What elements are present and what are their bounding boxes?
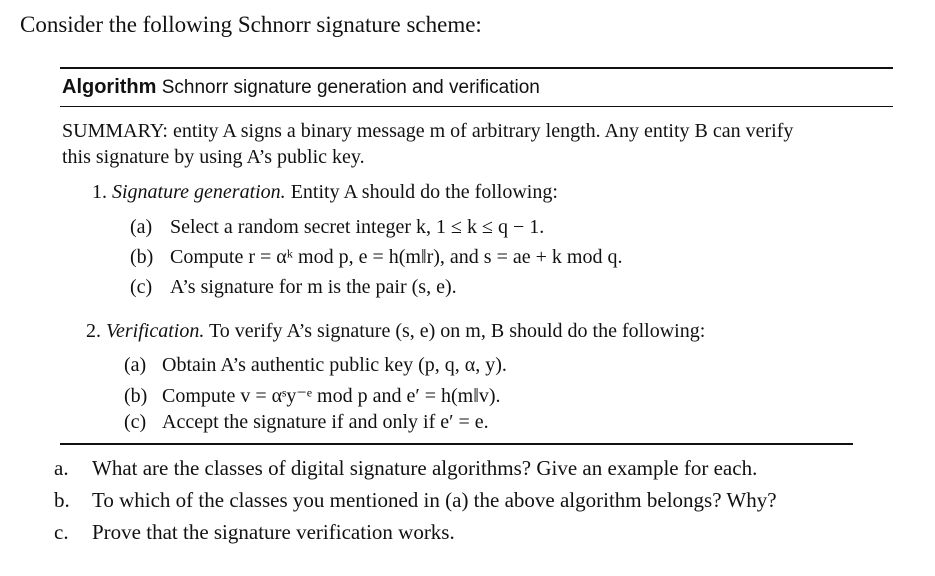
question-label: b.	[54, 488, 70, 512]
step-2-substep-c	[124, 411, 489, 434]
substep-text: Select a random secret integer k, 1 ≤ k ≤ q − 1.	[170, 216, 545, 238]
substep-text: Compute r = αᵏ mod p, e = h(m‖r), and s = ae + k mod q.	[170, 246, 623, 268]
substep-text: Compute v = αˢy⁻ᵉ mod p and e′ = h(m‖v).	[162, 385, 501, 407]
question-b	[54, 488, 777, 513]
algorithm-header	[62, 76, 540, 99]
step-1-substep-c	[130, 276, 457, 299]
question-text: What are the classes of digital signature algorithms? Give an example for each.	[92, 456, 758, 480]
question-c	[54, 520, 455, 545]
step-1-text: Entity A should do the following:	[290, 181, 558, 203]
question-a	[54, 456, 757, 481]
algorithm-title: Schnorr signature generation and verification	[161, 77, 540, 98]
substep-label: (b)	[130, 246, 154, 268]
question-text: Prove that the signature verification works.	[92, 520, 455, 544]
substep-label: (c)	[124, 411, 147, 433]
intro-text: Consider the following Schnorr signature scheme:	[20, 12, 482, 37]
step-1-substep-b	[130, 246, 622, 269]
substep-label: (a)	[130, 216, 153, 238]
algorithm-bottom-rule	[60, 443, 853, 445]
substep-label: (c)	[130, 276, 153, 298]
substep-text: A’s signature for m is the pair (s, e).	[170, 276, 457, 298]
summary-line-2: this signature by using A’s public key.	[62, 146, 365, 168]
question-label: c.	[54, 520, 69, 544]
question-text: To which of the classes you mentioned in (a) the above algorithm belongs? Why?	[92, 488, 777, 512]
step-2-substep-a	[124, 354, 507, 377]
step-2-substep-b	[124, 383, 500, 408]
summary-line-1: SUMMARY: entity A signs a binary message m of arbitrary length. Any entity B can verify	[62, 120, 794, 142]
algorithm-header-rule	[60, 106, 893, 107]
substep-label: (a)	[124, 354, 147, 376]
algorithm-summary	[62, 118, 793, 170]
step-1-name: Signature generation.	[112, 181, 286, 203]
step-2-number: 2.	[86, 320, 101, 342]
substep-text: Obtain A’s authentic public key (p, q, α, y).	[162, 354, 507, 376]
step-1	[92, 181, 558, 204]
step-2-name: Verification.	[106, 320, 205, 342]
step-1-substep-a	[130, 216, 544, 239]
question-label: a.	[54, 456, 69, 480]
algorithm-label: Algorithm	[62, 76, 157, 98]
substep-text: Accept the signature if and only if e′ = e.	[162, 411, 489, 433]
step-2-text: To verify A’s signature (s, e) on m, B should do the following:	[208, 320, 706, 342]
algorithm-top-rule	[60, 67, 893, 69]
substep-label: (b)	[124, 385, 148, 407]
step-1-number: 1.	[92, 181, 107, 203]
step-2	[86, 320, 705, 343]
